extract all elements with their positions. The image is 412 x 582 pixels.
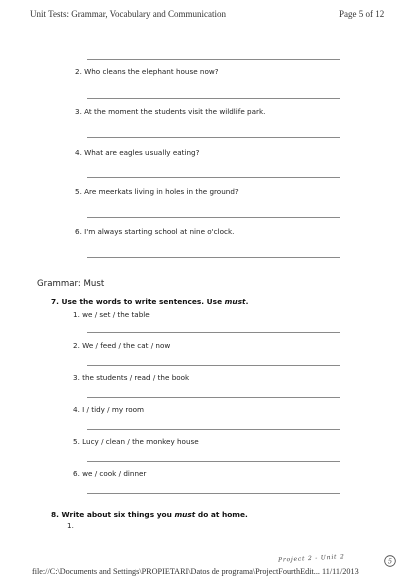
answer-line[interactable] (87, 461, 340, 462)
instruction-text: Write about six things you (61, 510, 172, 519)
section-title-grammar-must: Grammar: Must (37, 279, 105, 289)
answer-item-number: 1. (67, 521, 74, 530)
instruction-number: 7. (51, 297, 59, 306)
answer-line[interactable] (87, 429, 340, 430)
instruction-emphasis: must (224, 297, 246, 306)
answer-line[interactable] (87, 397, 340, 398)
question-item: 6. I'm always starting school at nine o'clock. (75, 227, 235, 236)
answer-line[interactable] (87, 493, 340, 494)
handwritten-note: Project 2 - Unit 2 (277, 553, 345, 564)
page-mark-number: 5 (387, 557, 393, 566)
answer-line[interactable] (87, 59, 340, 60)
answer-line[interactable] (87, 332, 340, 333)
sentence-prompt: 5. Lucy / clean / the monkey house (73, 437, 199, 446)
sentence-prompt: 2. We / feed / the cat / now (73, 341, 171, 350)
instruction-8 (51, 510, 248, 519)
sentence-prompt: 3. the students / read / the book (73, 373, 190, 382)
header-page-number: Page 5 of 12 (339, 9, 385, 19)
question-item: 5. Are meerkats living in holes in the ground? (75, 187, 239, 196)
instruction-number: 8. (51, 510, 59, 519)
sentence-prompt: 4. I / tidy / my room (73, 405, 145, 414)
page-mark-circle-icon (384, 555, 396, 567)
instruction-7 (51, 297, 248, 306)
sentence-prompt: 6. we / cook / dinner (73, 469, 147, 478)
answer-line[interactable] (87, 98, 340, 99)
sentence-prompt: 1. we / set / the table (73, 310, 150, 319)
answer-line[interactable] (87, 137, 340, 138)
header-title: Unit Tests: Grammar, Vocabulary and Communication (30, 9, 226, 19)
question-item: 4. What are eagles usually eating? (75, 148, 200, 157)
answer-line[interactable] (87, 365, 340, 366)
footer-file-path: file://C:\Documents and Settings\PROPIETARI\Datos de programa\ProjectFourthEdit... 11/11/2013 (32, 567, 359, 576)
answer-line[interactable] (87, 257, 340, 258)
instruction-emphasis: must (174, 510, 196, 519)
instruction-text-end: do at home. (197, 510, 248, 519)
question-item: 3. At the moment the students visit the wildlife park. (75, 107, 266, 116)
answer-line[interactable] (87, 177, 340, 178)
instruction-text: Use the words to write sentences. Use (61, 297, 223, 306)
question-item: 2. Who cleans the elephant house now? (75, 67, 219, 76)
instruction-end: . (245, 297, 249, 306)
answer-line[interactable] (87, 217, 340, 218)
